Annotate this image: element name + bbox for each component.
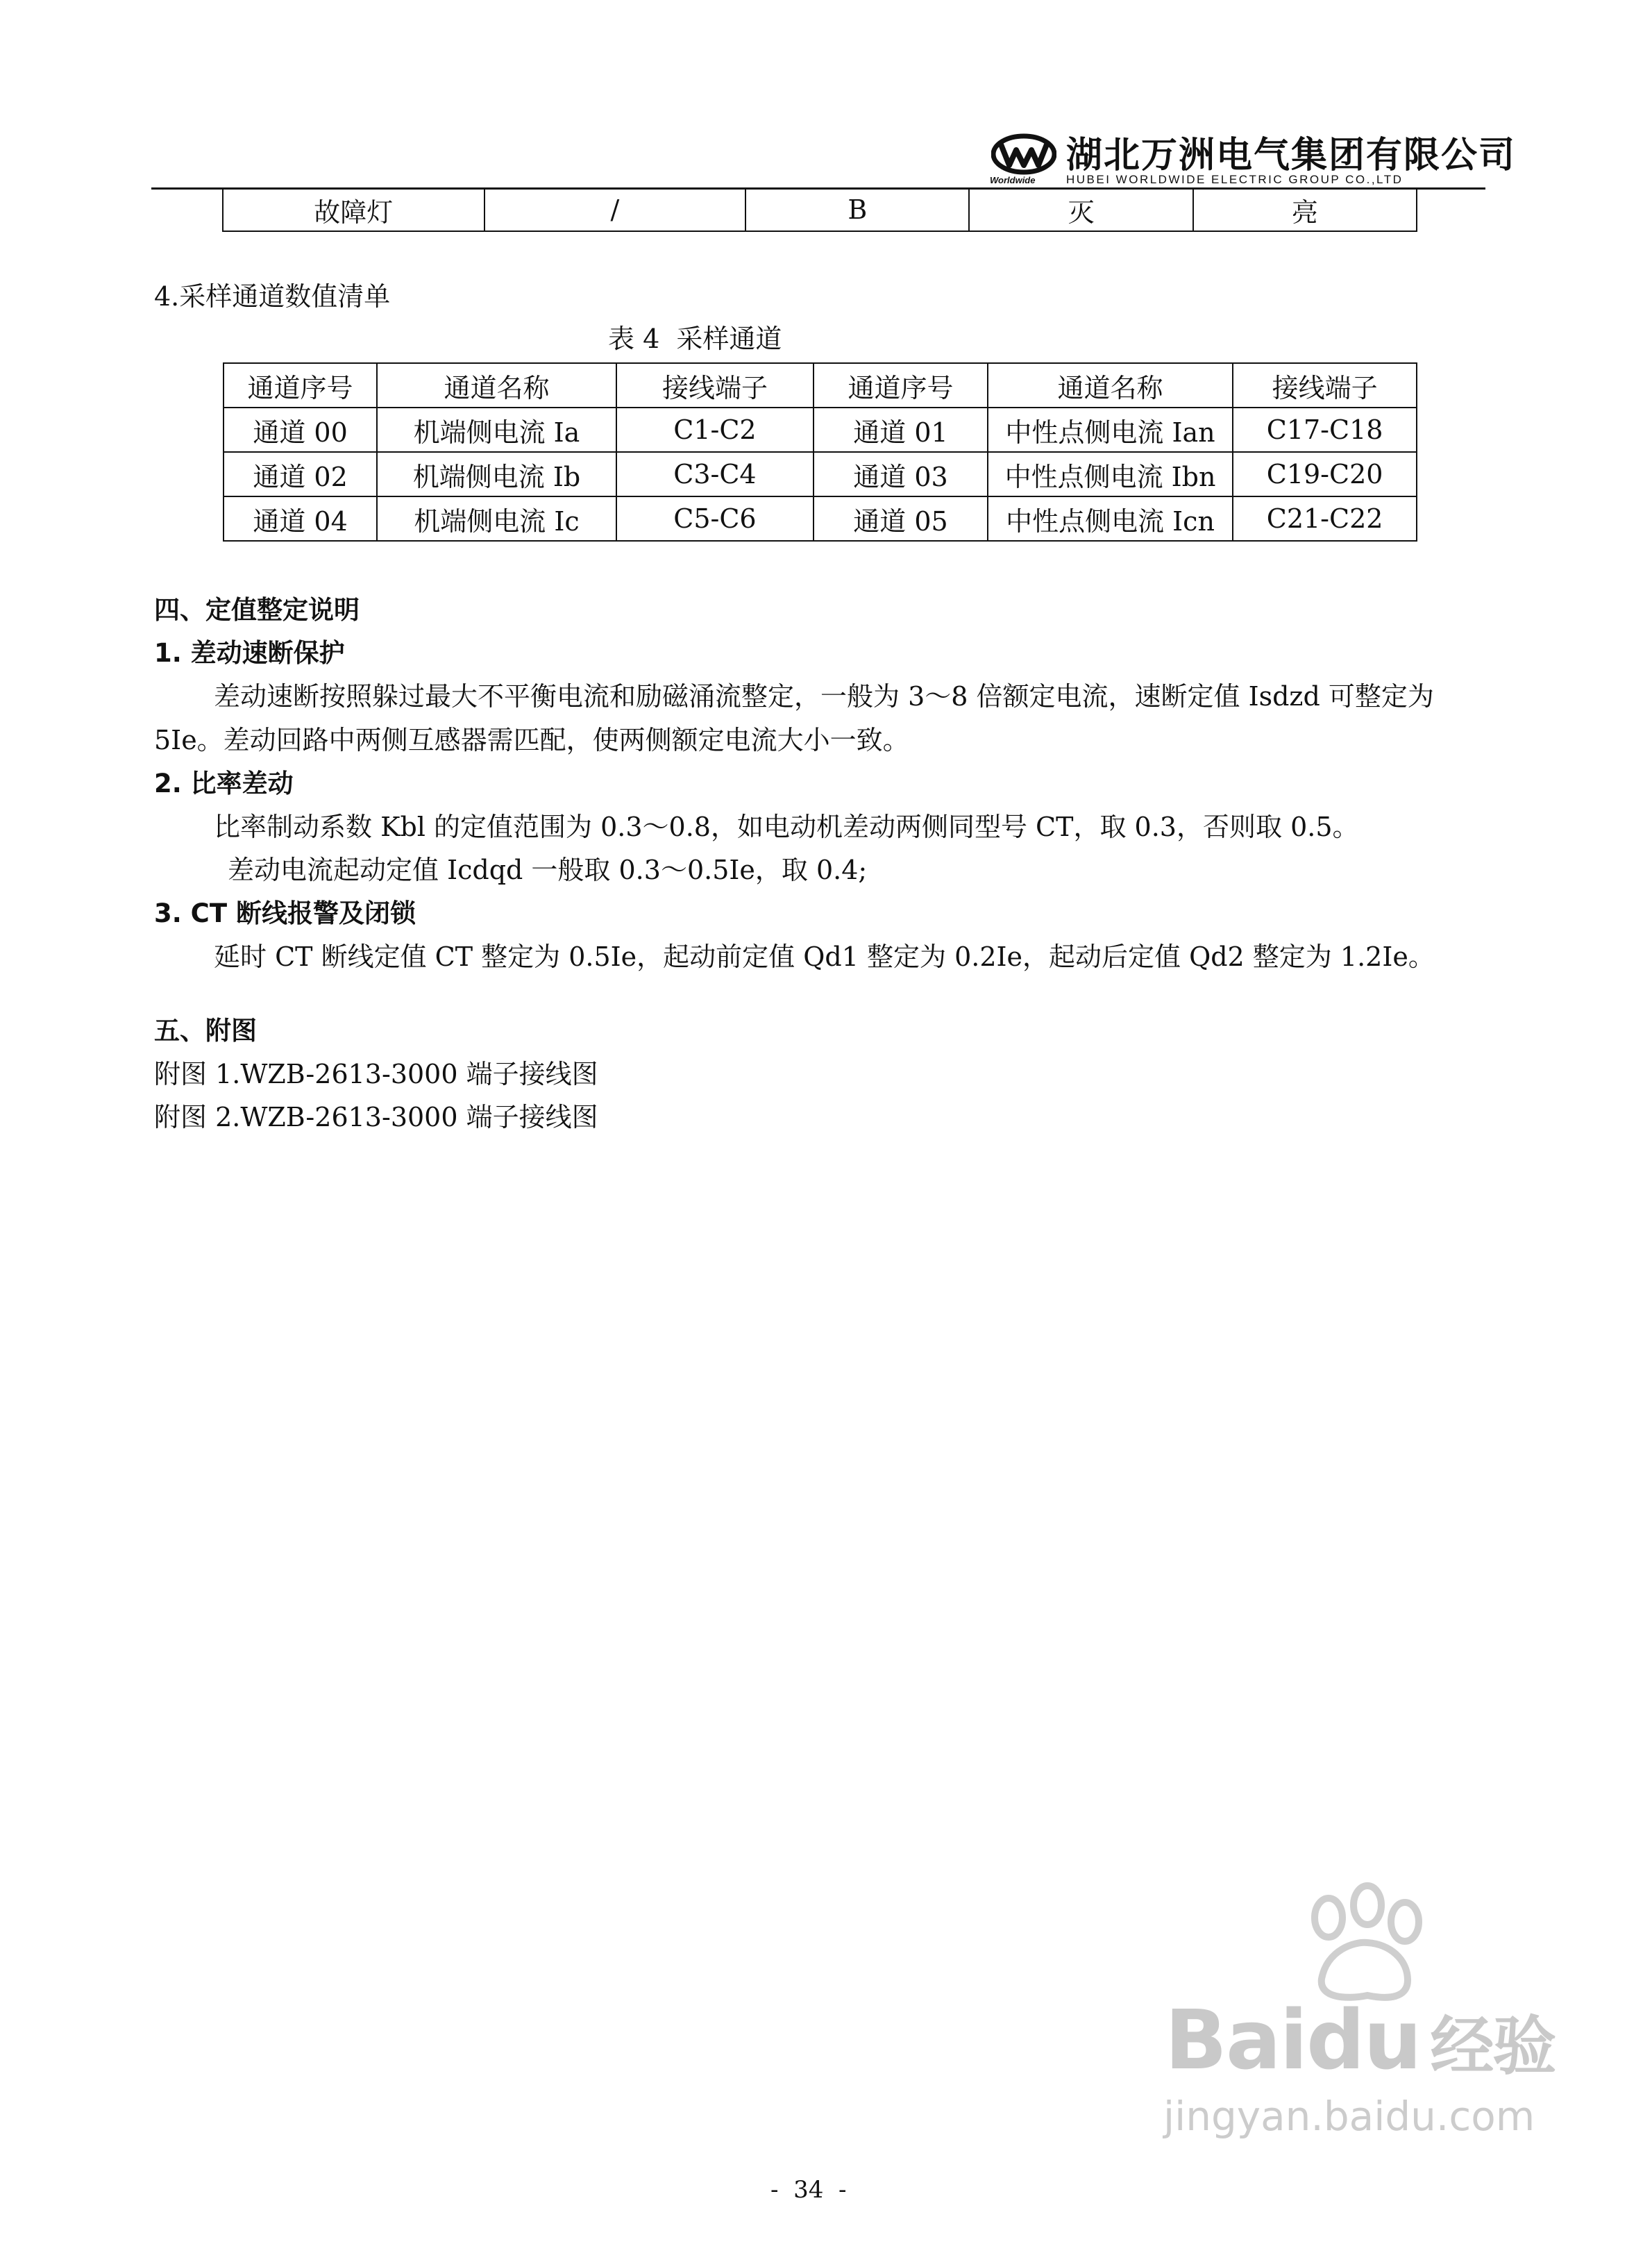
- column-header: 通道名称: [377, 363, 616, 408]
- subsection-title: 2. 比率差动: [154, 769, 294, 798]
- table-cell: C1-C2: [616, 408, 814, 452]
- table-row: [224, 496, 1417, 541]
- table-cell: 机端侧电流 Ia: [377, 408, 616, 452]
- table-cell: 机端侧电流 Ib: [377, 452, 616, 496]
- watermark-brand-cn: 经验: [1430, 2009, 1556, 2084]
- table-cell: 中性点侧电流 Ibn: [988, 452, 1233, 496]
- table-cell: 中性点侧电流 Ian: [988, 408, 1233, 452]
- column-header: 接线端子: [616, 363, 814, 408]
- company-name-cn: 湖北万洲电气集团有限公司: [1066, 135, 1517, 176]
- table-cell: 通道 05: [814, 496, 988, 541]
- table-cell: /: [484, 188, 746, 231]
- sampling-channel-table: [223, 362, 1417, 542]
- table-cell: C3-C4: [616, 452, 814, 496]
- logo-subtitle: Worldwide: [990, 175, 1036, 185]
- appendix-item: 附图 1.WZB-2613-3000 端子接线图: [154, 1059, 598, 1089]
- subsection-title: 1. 差动速断保护: [154, 638, 345, 668]
- table-cell: C21-C22: [1233, 496, 1417, 541]
- company-logo-icon: [991, 133, 1056, 178]
- table-cell: 通道 04: [224, 496, 377, 541]
- paragraph-line: 比率制动系数 Kbl 的定值范围为 0.3～0.8，如电动机差动两侧同型号 CT，取 0.3，否则取 0.5。: [214, 812, 1359, 842]
- table-cell: 机端侧电流 Ic: [377, 496, 616, 541]
- column-header: 通道序号: [814, 363, 988, 408]
- table-cell: 通道 03: [814, 452, 988, 496]
- paw-icon: [1286, 1882, 1438, 2007]
- paragraph-line: 差动电流起动定值 Icdqd 一般取 0.3～0.5Ie，取 0.4;: [228, 855, 868, 885]
- column-header: 通道序号: [224, 363, 377, 408]
- paragraph-line: 差动速断按照躲过最大不平衡电流和励磁涌流整定，一般为 3～8 倍额定电流，速断定值 Isdzd 可整定为: [214, 681, 1434, 712]
- company-name-en: HUBEI WORLDWIDE ELECTRIC GROUP CO.,LTD: [1066, 173, 1404, 186]
- table-cell: 亮: [1193, 188, 1417, 231]
- subsection-title: 3. CT 断线报警及闭锁: [154, 898, 416, 928]
- indicator-table: [222, 187, 1417, 232]
- watermark-url: jingyan.baidu.com: [1163, 2093, 1535, 2140]
- page-number: - 34 -: [770, 2176, 847, 2204]
- table-cell: C19-C20: [1233, 452, 1417, 496]
- table-cell: 灭: [969, 188, 1192, 231]
- table-row: [224, 452, 1417, 496]
- table-cell: C17-C18: [1233, 408, 1417, 452]
- table-cell: 故障灯: [223, 188, 484, 231]
- table-cell: 中性点侧电流 Icn: [988, 496, 1233, 541]
- table-cell: 通道 00: [224, 408, 377, 452]
- section-title: 四、定值整定说明: [154, 595, 360, 625]
- table-cell: 通道 01: [814, 408, 988, 452]
- table-row: [224, 408, 1417, 452]
- section-heading: 4.采样通道数值清单: [154, 281, 391, 312]
- watermark-brand-part: Bai: [1165, 1992, 1307, 2088]
- paragraph-line: 延时 CT 断线定值 CT 整定为 0.5Ie，起动前定值 Qd1 整定为 0.2Ie，起动后定值 Qd2 整定为 1.2Ie。: [214, 941, 1435, 972]
- table-row: [223, 188, 1417, 231]
- section-title: 五、附图: [154, 1016, 257, 1046]
- column-header: 接线端子: [1233, 363, 1417, 408]
- appendix-item: 附图 2.WZB-2613-3000 端子接线图: [154, 1102, 598, 1132]
- table-cell: C5-C6: [616, 496, 814, 541]
- table-cell: 通道 02: [224, 452, 377, 496]
- watermark-brand-part: du: [1306, 1992, 1421, 2088]
- column-header: 通道名称: [988, 363, 1233, 408]
- paragraph-line: 5Ie。差动回路中两侧互感器需匹配，使两侧额定电流大小一致。: [154, 725, 909, 755]
- table-cell: B: [745, 188, 969, 231]
- table-caption: 表 4 采样通道: [608, 324, 782, 354]
- watermark-brand: [1165, 1992, 1556, 2088]
- table-header-row: [224, 363, 1417, 408]
